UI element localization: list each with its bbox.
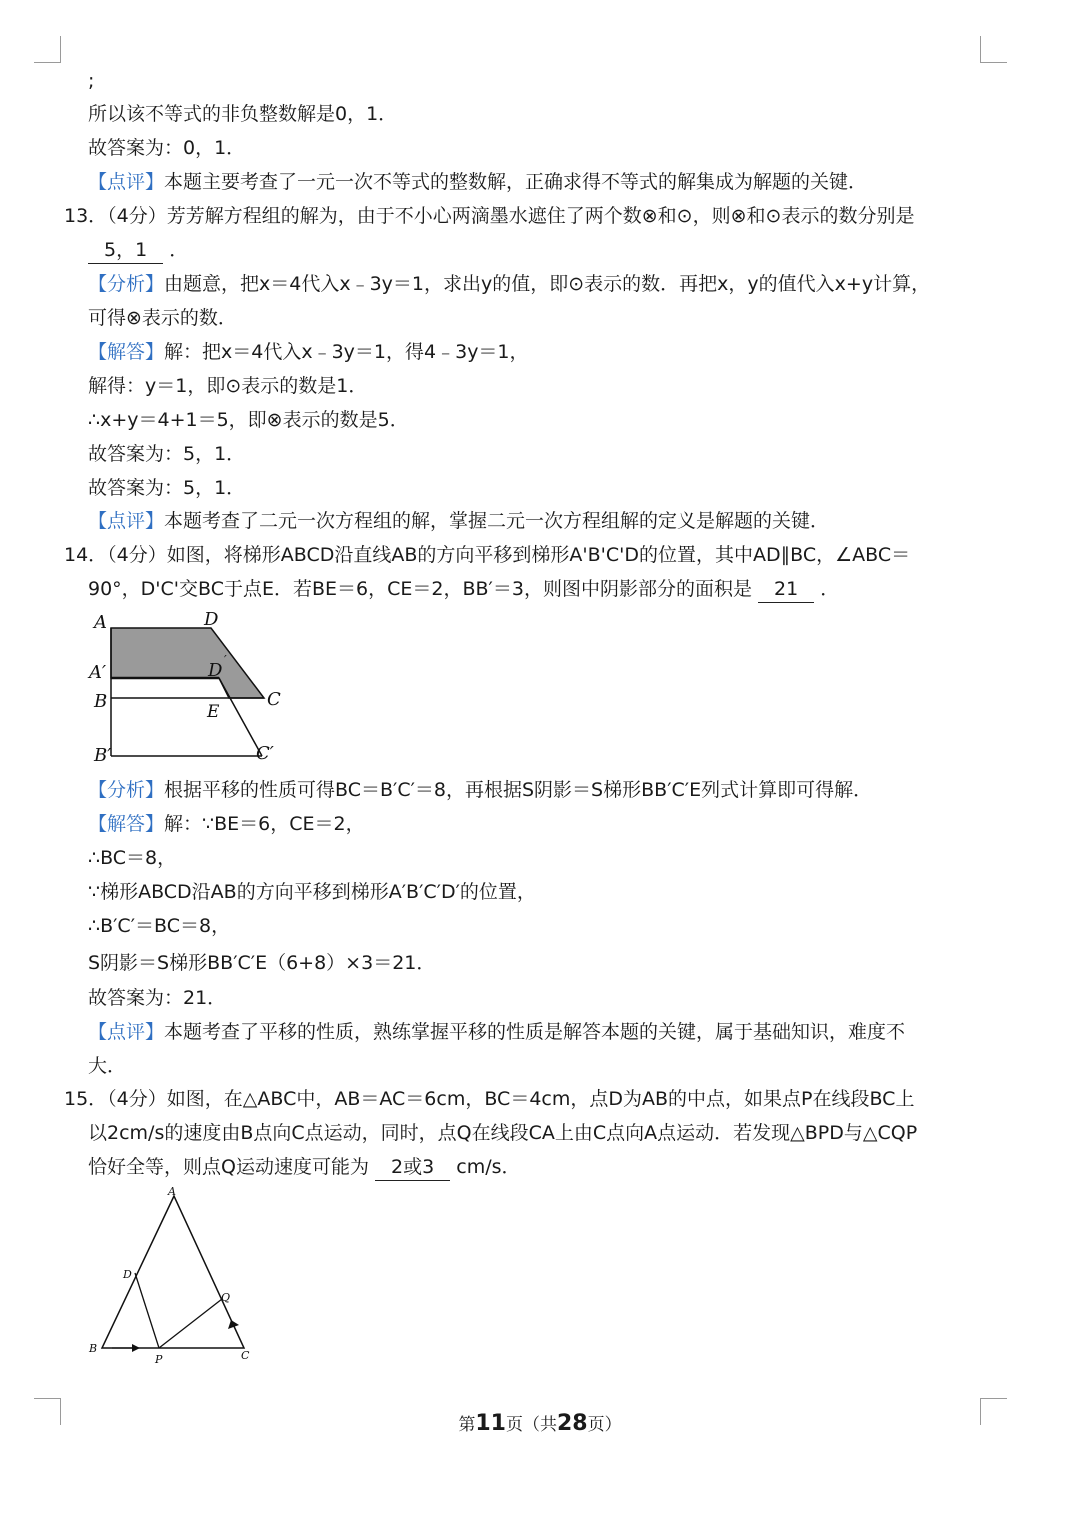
question-15-stem-line-2: 以2cm/s的速度由B点向C点运动，同时，点Q在线段CA上由C点向A点运动．若发现△BPD与△CQP (88, 1122, 918, 1144)
shaded-region (111, 628, 264, 698)
comment-text: 本题主要考查了一元一次不等式的整数解，正确求得不等式的解集成为解题的关键． (164, 171, 868, 193)
comment-text: 本题考查了二元一次方程组的解，掌握二元一次方程组解的定义是解题的关键． (164, 510, 830, 532)
label-B: B (94, 691, 108, 712)
question-13-answer-line (88, 237, 188, 264)
label-D: D (204, 609, 219, 630)
label-A: A (168, 1185, 176, 1198)
page-number: 11 (475, 1411, 506, 1436)
solution-line: 故答案为：5，1． (88, 443, 246, 465)
analysis-line (88, 271, 930, 297)
question-14-stem-line-2 (88, 576, 839, 603)
comment-tag: 【点评】 (88, 171, 165, 193)
stem-text: 恰好全等，则点Q运动速度可能为 (88, 1156, 369, 1178)
analysis-line: 可得⊗表示的数． (88, 307, 237, 329)
page-footer (0, 1410, 1080, 1436)
label-D-prime-mark: ′ (224, 653, 227, 667)
semicolon-line: ; (88, 70, 95, 92)
solution-line: ∴BC＝8， (88, 847, 177, 869)
unit-text: cm/s． (456, 1156, 521, 1178)
question-15-stem-line-3 (88, 1154, 521, 1181)
solution-line: S阴影＝S梯形BB′C′E（6+8）×3＝21． (88, 952, 436, 974)
footer-suffix: 页） (587, 1415, 622, 1435)
solution-line (88, 339, 529, 365)
solution-tag: 【解答】 (88, 341, 165, 363)
solution-line: 解得：y＝1，即⊙表示的数是1． (88, 375, 368, 397)
comment-tag: 【点评】 (88, 1021, 165, 1043)
label-D: D (123, 1268, 132, 1281)
total-pages: 28 (557, 1411, 588, 1436)
trapezoid-translation-figure (86, 606, 296, 766)
analysis-tag: 【分析】 (88, 779, 165, 801)
label-B-prime: B′ (94, 745, 112, 766)
segment-pq (159, 1299, 222, 1348)
label-C: C (267, 689, 281, 710)
label-C-prime: C′ (256, 743, 274, 764)
solution-text: 解：∵BE＝6，CE＝2， (164, 813, 365, 835)
stem-text: 90°，D'C'交BC于点E．若BE＝6，CE＝2，BB′＝3，则图中阴影部分的面积是 (88, 578, 752, 600)
text-line: 所以该不等式的非负整数解是0，1． (88, 103, 398, 125)
segment-dp (135, 1273, 159, 1348)
answer-blank: 2或3 (375, 1154, 450, 1181)
question-15-stem: 15．（4分）如图，在△ABC中，AB＝AC＝6cm，BC＝4cm，点D为AB的中点，如果点P在线段BC上 (64, 1088, 915, 1110)
analysis-text: 根据平移的性质可得BC＝B′C′＝8，再根据S阴影＝S梯形BB′C′E列式计算即可得解． (164, 779, 873, 801)
triangle-abc-figure (84, 1184, 264, 1369)
solution-text: 解：把x＝4代入x﹣3y＝1，得4﹣3y＝1， (164, 341, 529, 363)
solution-line: 故答案为：21． (88, 987, 227, 1009)
label-Q: Q (221, 1291, 231, 1304)
label-D-prime: D (208, 660, 223, 681)
comment-line (88, 169, 867, 195)
solution-line: ∴B′C′＝BC＝8， (88, 915, 231, 937)
corner-mark-top-left (34, 36, 61, 63)
analysis-text: 由题意，把x＝4代入x﹣3y＝1，求出y的值，即⊙表示的数．再把x，y的值代入x+y计算， (164, 273, 931, 295)
question-14-stem: 14．（4分）如图，将梯形ABCD沿直线AB的方向平移到梯形A'B'C'D的位置，其中AD∥BC，∠ABC＝ (64, 544, 911, 566)
analysis-line (88, 777, 872, 803)
comment-tag: 【点评】 (88, 510, 165, 532)
footer-middle: 页（共 (506, 1415, 557, 1435)
solution-line: ∵梯形ABCD沿AB的方向平移到梯形A′B′C′D′的位置， (88, 881, 536, 903)
corner-mark-top-right (980, 36, 1007, 63)
sentence-end: ． (169, 239, 189, 261)
label-A-prime: A′ (89, 662, 107, 683)
text-line: 故答案为：0，1． (88, 137, 246, 159)
solution-line (88, 811, 365, 837)
comment-text: 本题考查了平移的性质，熟练掌握平移的性质是解答本题的关键，属于基础知识，难度不 (164, 1021, 906, 1043)
label-P: P (155, 1353, 163, 1366)
label-C: C (241, 1349, 250, 1362)
analysis-tag: 【分析】 (88, 273, 165, 295)
comment-line (88, 1019, 905, 1045)
solution-tag: 【解答】 (88, 813, 165, 835)
sentence-end: ． (820, 578, 840, 600)
comment-line: 大． (88, 1055, 127, 1077)
footer-prefix: 第 (458, 1415, 476, 1435)
answer-blank: 5，1 (88, 237, 163, 264)
question-13-stem: 13．（4分）芳芳解方程组的解为，由于不小心两滴墨水遮住了两个数⊗和⊙，则⊗和⊙表示的数分别是 (64, 205, 915, 227)
label-B: B (89, 1342, 98, 1355)
arrow-c-to-a (228, 1320, 239, 1329)
solution-line: ∴x+y＝4+1＝5，即⊗表示的数是5． (88, 409, 409, 431)
label-E: E (207, 702, 220, 722)
solution-line: 故答案为：5，1． (88, 477, 246, 499)
comment-line (88, 508, 829, 534)
label-A: A (94, 612, 107, 633)
answer-blank: 21 (758, 576, 814, 603)
